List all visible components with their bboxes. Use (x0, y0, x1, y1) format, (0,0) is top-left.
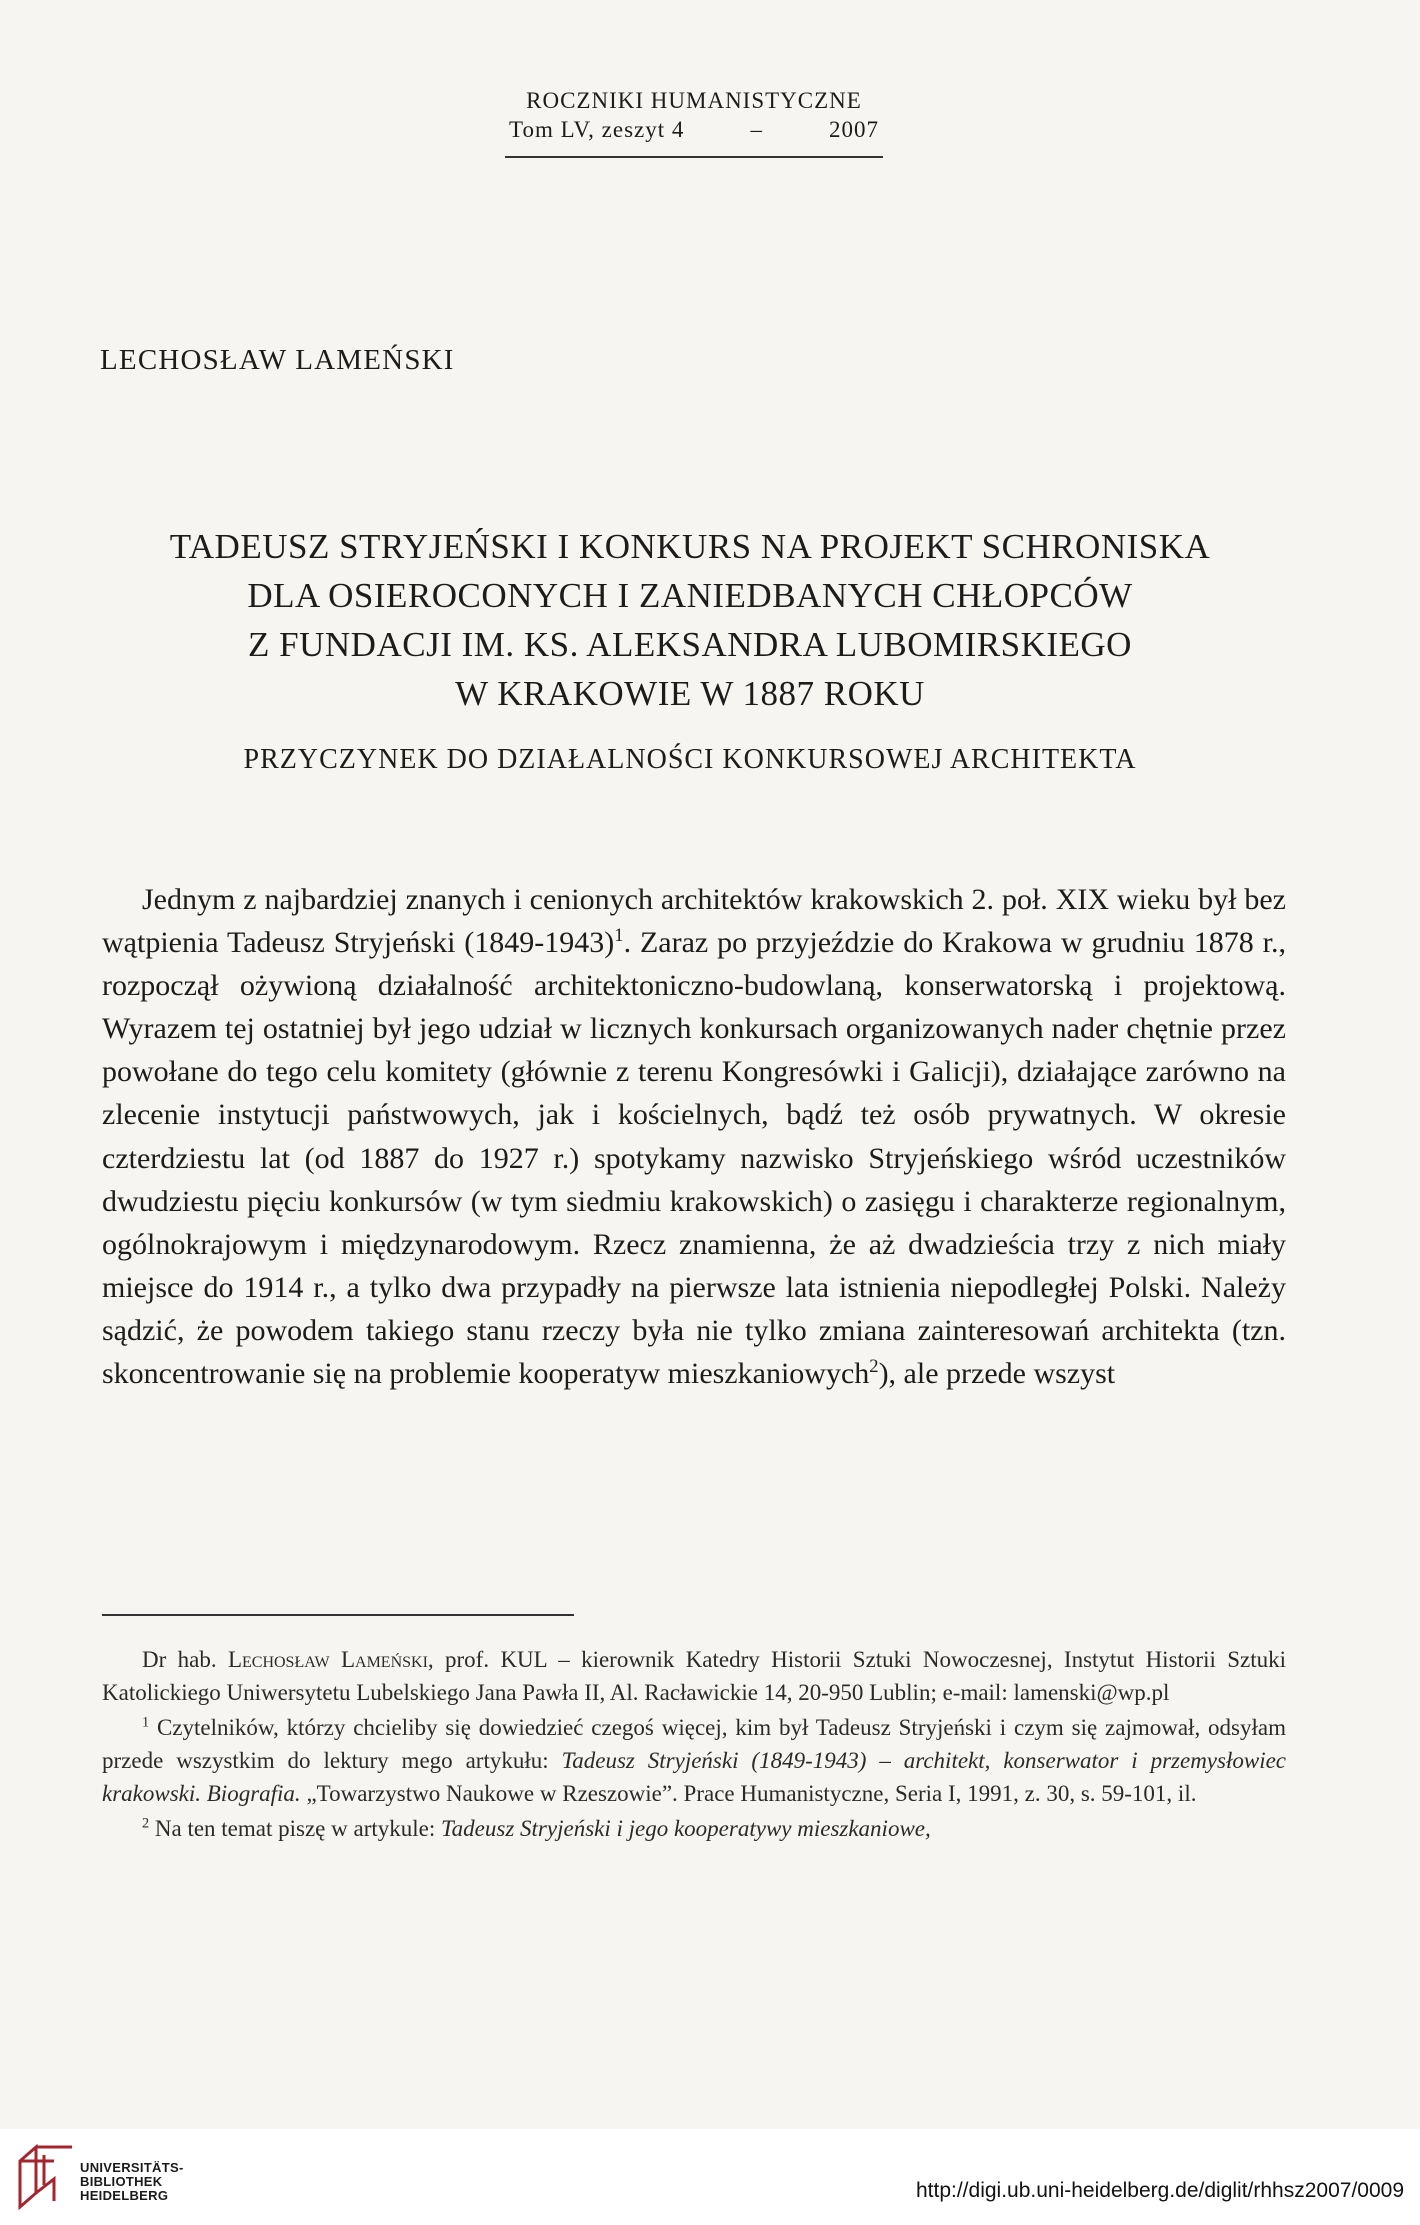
article-subtitle: PRZYCZYNEK DO DZIAŁALNOŚCI KONKURSOWEJ ARCHITEKTA (243, 744, 1137, 775)
journal-header (505, 86, 883, 144)
source-url-link[interactable]: http://digi.ub.uni-heidelberg.de/diglit/rhhsz2007/0009 (915, 2179, 1404, 2202)
footnote-citation-title: Tadeusz Stryjeński (1849-1943) – architekt, konserwator i przemysłowiec krakowski. Biografia. (102, 1748, 1286, 1806)
journal-issue-line (505, 115, 883, 144)
footnote-ref-2: 2 (869, 1356, 879, 1378)
logo-line: UNIVERSITÄTS- (80, 2160, 184, 2175)
journal-volume: Tom LV, zeszyt 4 (509, 117, 685, 142)
logo-line: BIBLIOTHEK (80, 2174, 163, 2189)
bio-text: , prof. KUL – kierownik Katedry Historii Sztuki Nowoczesnej, Instytut Historii Sztuki Katolickiego Uniwersytetu Lubelskiego Jana Pawła II, Al. Racławickie 14, 20-950 Lublin; e-mail: lamenski@wp.pl (102, 1647, 1286, 1705)
footnote-citation-title: Tadeusz Stryjeński i jego kooperatywy mieszkaniowe, (441, 1816, 931, 1841)
journal-year: 2007 (828, 117, 879, 142)
library-logo-icon (14, 2141, 82, 2213)
bio-author-name: Lechosław Lameński (227, 1647, 428, 1672)
title-line: W KRAKOWIE W 1887 ROKU (455, 674, 925, 713)
footnote-text: Czytelników, którzy chcieliby się dowiedzieć czegoś więcej, kim był Tadeusz Stryjeński i czym się zajmował, odsyłam przede wszystkim do lektury mego artykułu: (102, 1715, 1286, 1773)
journal-name: ROCZNIKI HUMANISTYCZNE (526, 88, 862, 113)
footnote-1 (102, 1711, 1286, 1810)
footnote-rule (102, 1614, 574, 1616)
body-text-run: ), ale przede wszyst (878, 1357, 1116, 1391)
article-title (100, 522, 1280, 718)
footnote-number: 1 (142, 1714, 150, 1731)
footnote-ref-1: 1 (614, 925, 624, 947)
body-text-run: Jednym z najbardziej znanych i cenionych architektów krakowskich 2. poł. XIX wieku był bez wątpienia Tadeusz Stryjeński (1849-1943) (102, 883, 1286, 960)
header-rule (505, 156, 883, 158)
body-text-run: . Zaraz po przyjeździe do Krakowa w grudniu 1878 r., rozpoczął ożywioną działalność architektoniczno-budowlaną, konserwatorską i projektową. Wyrazem tej ostatniej był jego udział w licznych konkursach organizowanych nader chętnie przez powołane do tego celu komitety (głównie z terenu Kongresówki i Galicji), działające zarówno na zlecenie instytucji państwowych, jak i kościelnych, bądź też osób prywatnych. W okresie czterdziestu lat (od 1887 do 1927 r.) spotykamy nazwisko Stryjeńskiego wśród uczestników dwudziestu pięciu konkursów (w tym siedmiu krakowskich) o zasięgu i charakterze regionalnym, ogólnokrajowym i międzynarodowym. Rzecz znamienna, że aż dwadzieścia trzy z nich miały miejsce do 1914 r., a tylko dwa przypadły na pierwsze lata istnienia niepodległej Polski. Należy sądzić, że powodem takiego stanu rzeczy była nie tylko zmiana zainteresowań architekta (tzn. skoncentrowanie się na problemie kooperatyw mieszkaniowych (102, 926, 1286, 1391)
library-logo-text (80, 2161, 184, 2203)
footnote-text: „Towarzystwo Naukowe w Rzeszowie”. Prace Humanistyczne, Seria I, 1991, z. 30, s. 59-101, il. (300, 1781, 1197, 1806)
journal-dash: – (750, 117, 763, 142)
footnote-text: Na ten temat piszę w artykule: (149, 1816, 441, 1841)
footer-band (0, 2129, 1420, 2225)
bio-text: Dr hab. (142, 1647, 228, 1672)
footnotes (102, 1643, 1286, 1847)
body-text (102, 878, 1286, 1395)
logo-line: HEIDELBERG (80, 2188, 169, 2203)
article-author: LECHOSŁAW LAMEŃSKI (100, 344, 455, 376)
footnote-2 (102, 1812, 1286, 1845)
author-bio-note (102, 1643, 1286, 1709)
body-paragraph (102, 878, 1286, 1395)
title-line: Z FUNDACJI IM. KS. ALEKSANDRA LUBOMIRSKIEGO (248, 625, 1132, 664)
title-line: DLA OSIEROCONYCH I ZANIEDBANYCH CHŁOPCÓW (247, 576, 1133, 615)
footnote-number: 2 (142, 1815, 150, 1832)
title-line: TADEUSZ STRYJEŃSKI I KONKURS NA PROJEKT SCHRONISKA (169, 527, 1211, 566)
